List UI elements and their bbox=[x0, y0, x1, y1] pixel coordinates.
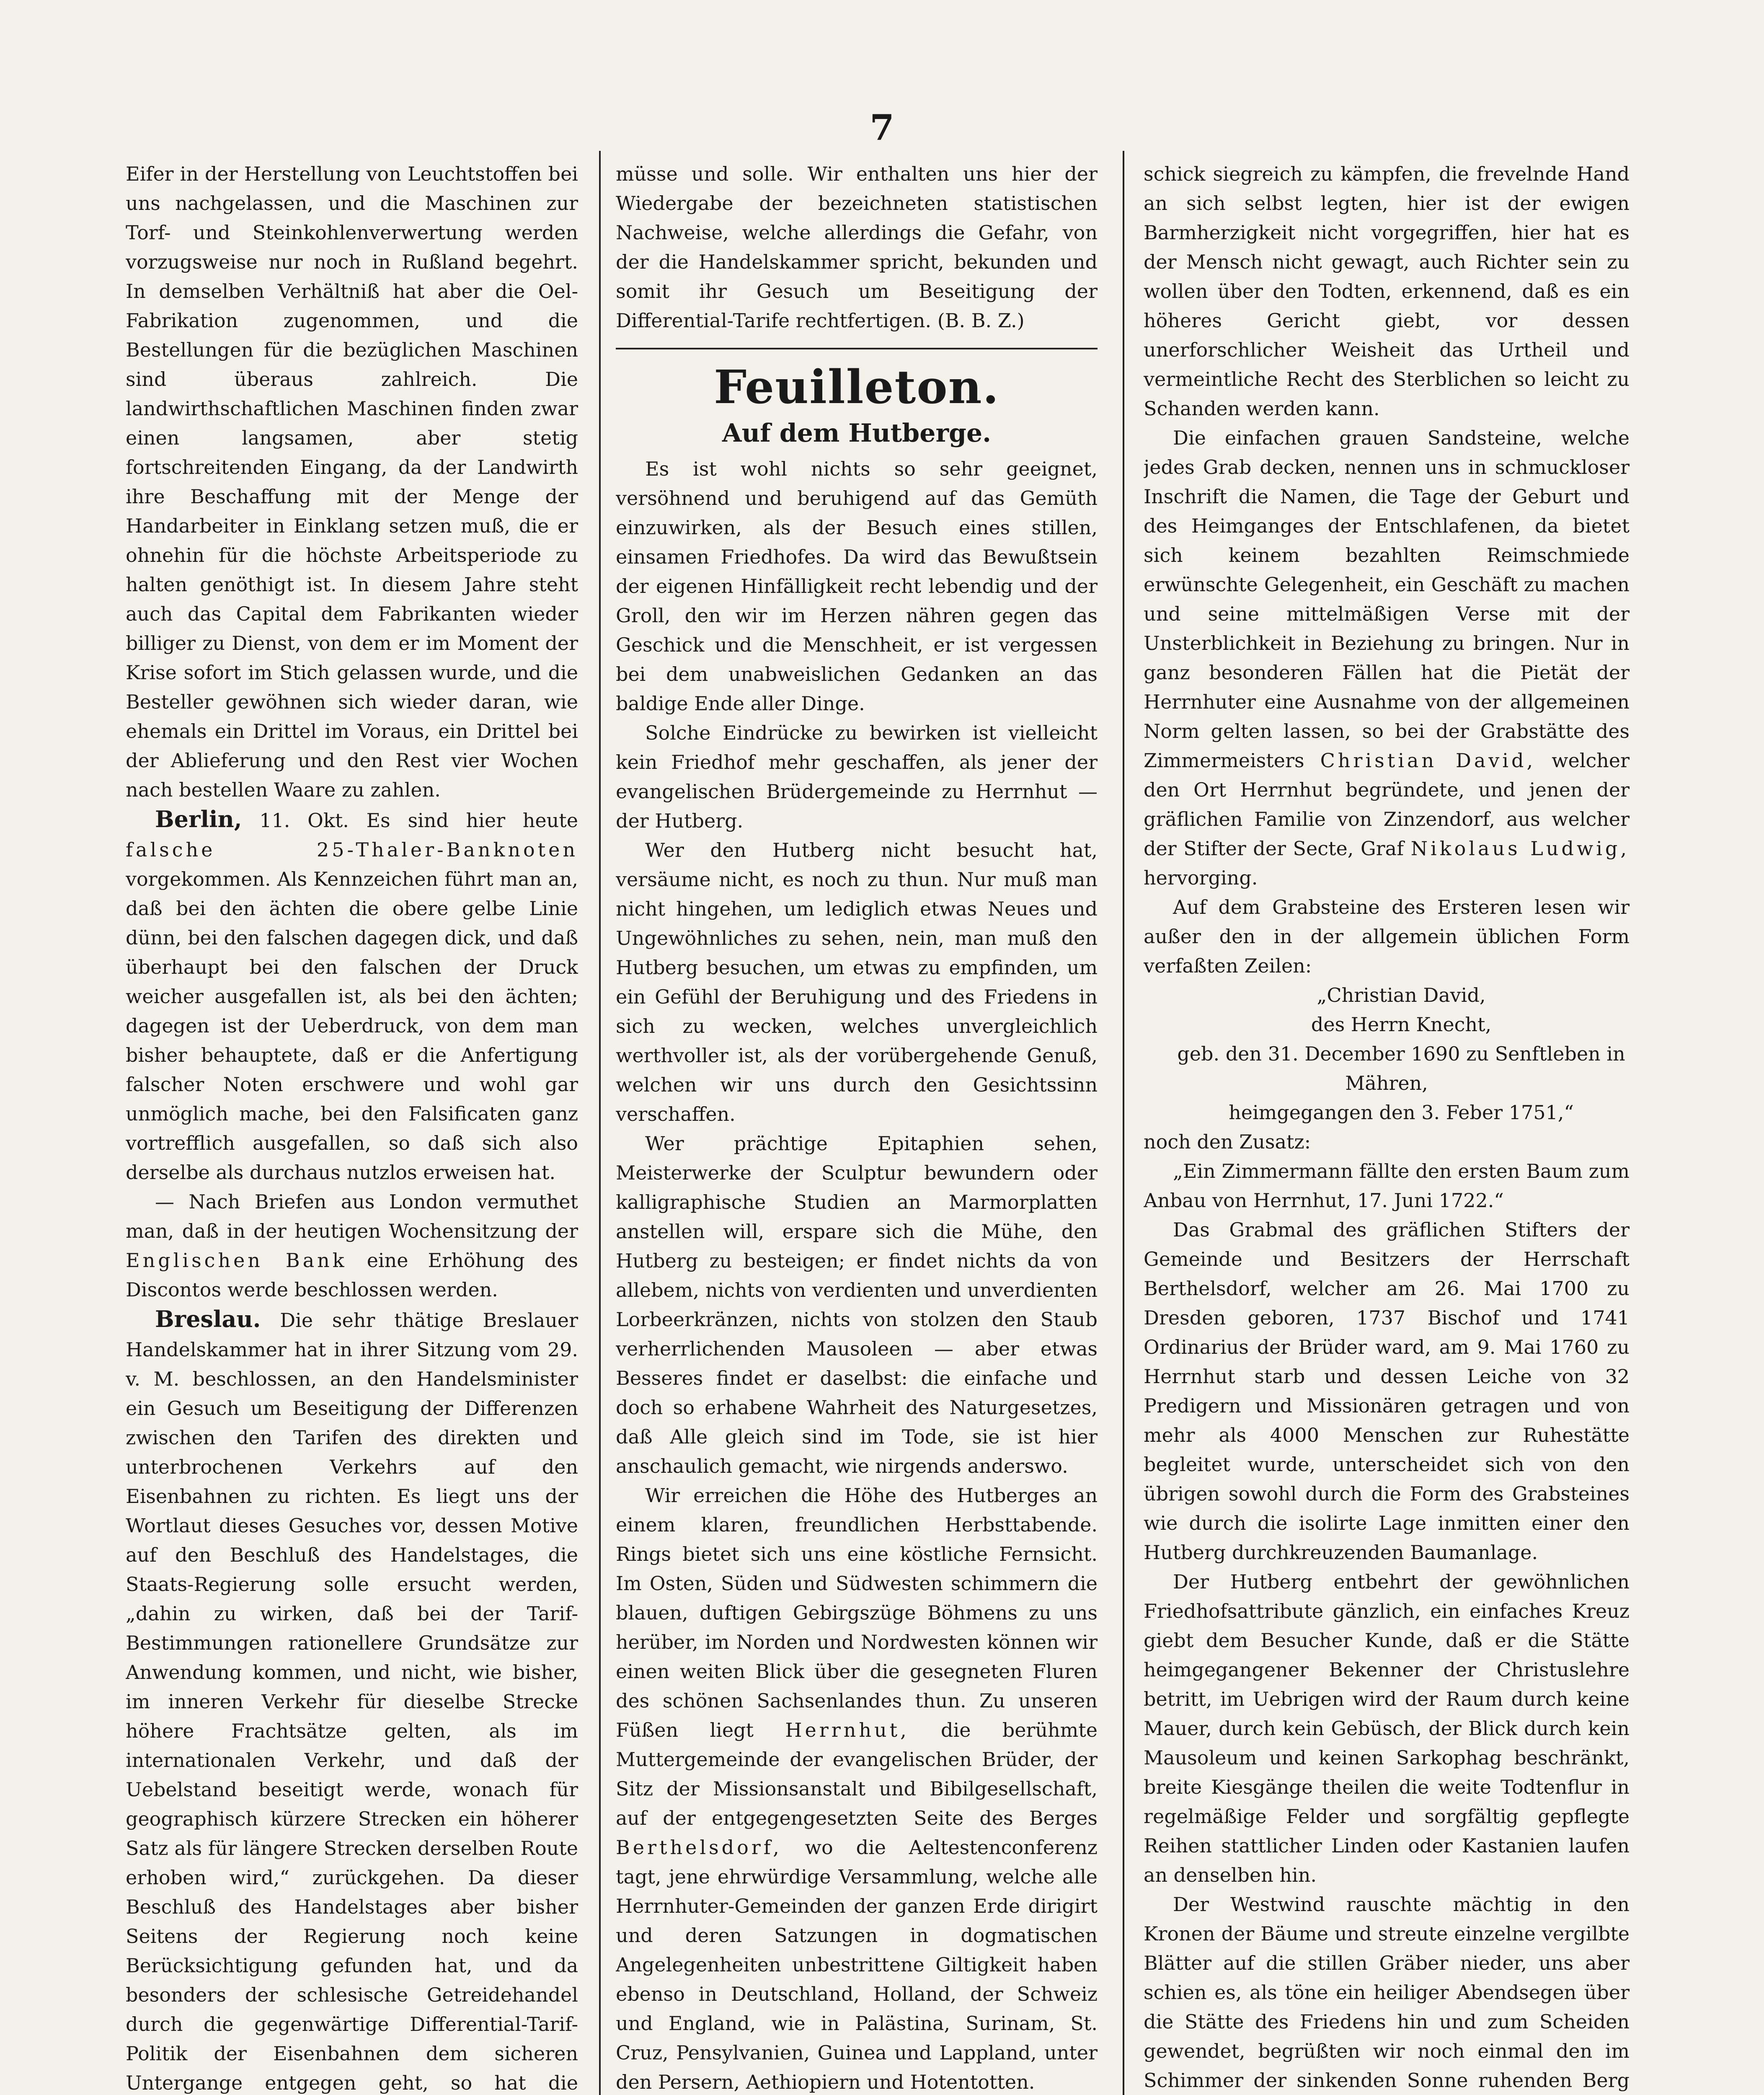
dateline: Berlin, bbox=[155, 806, 242, 833]
text-run: Die einfachen grauen Sandsteine, welche jedes Grab decken, nennen uns in schmuckloser Inschrift die Namen, die Tage der Geburt und des Heimganges der Entschlafenen, da bietet sich keinem bezahlten Reimschmiede erwünschte Gelegenheit, ein Geschäft zu machen und seine mittelmäßigen Verse mit der Unsterblichkeit in Beziehung zu bringen. Nur in ganz besonderen Fällen hat die Pietät der Herrnhuter eine Ausnahme von der allgemeinen Norm gelten lassen, so bei der Grabstätte des Zimmermeisters bbox=[1144, 427, 1630, 772]
paragraph: Es ist wohl nichts so sehr geeignet, versöhnend und beruhigend auf das Gemüth einzuwirken, als der Besuch eines stillen, einsamen Friedhofes. Da wird das Bewußtsein der eigenen Hinfälligkeit recht lebendig und der Groll, den wir im Herzen nähren gegen das Geschick und die Menschheit, er ist vergessen bei dem unabweislichen Gedanken an das baldige Ende aller Dinge. bbox=[616, 458, 1098, 715]
spaced-text: falsche 25-Thaler-Banknoten bbox=[126, 838, 578, 861]
paragraph: schick siegreich zu kämpfen, die frevelnde Hand an sich selbst legten, hier ist der ewigen Barmherzigkeit nicht vorgegriffen, hier hat es der Mensch nicht gewagt, auch Richter sein zu wollen über den Todten, erkennend, daß es ein höheres Gericht giebt, vor dessen unerforschlicher Weisheit das Urtheil und vermeintliche Recht des Sterblichen so leicht zu Schanden werden kann. bbox=[1144, 163, 1630, 420]
text-run: wo die Aeltestenconferenz tagt, jene ehrwürdige Versammlung, welche alle Herrnhuter-Gemeinden der ganzen Erde dirigirt und deren Satzungen in dogmatischen Angelegenheiten unbestrittene Giltigkeit haben ebenso in Deutschland, Holland, der Schweiz und England, wie in Palästina, Surinam, St. Cruz, Pensylvanien, Guinea und Lappland, unter den Persern, Aethiopiern und Hotentotten. bbox=[616, 1836, 1098, 2093]
text-run: Wir erreichen die Höhe des Hutberges an einem klaren, freundlichen Herbsttabende. Rings bietet sich uns eine köstliche Fernsicht. Im Osten, Süden und Südwesten schimmern die blauen, duftigen Gebirgszüge Böhmens zu uns herüber, im Norden und Nordwesten können wir einen weiten Blick über die gesegneten Fluren des schönen Sachsenlandes thun. Zu unseren Füßen liegt bbox=[616, 1484, 1098, 1741]
paragraph: Solche Eindrücke zu bewirken ist vielleicht kein Friedhof mehr geschaffen, als jener der evangelischen Brüdergemeinde zu Herrnhut — der Hutberg. bbox=[616, 722, 1098, 832]
paragraph: Der Hutberg entbehrt der gewöhnlichen Friedhofsattribute gänzlich, ein einfaches Kreuz giebt dem Besucher Kunde, daß er die Stätte heimgegangener Bekenner der Christuslehre betritt, im Uebrigen wird der Raum durch keine Mauer, durch kein Gebüsch, der Blick durch kein Mausoleum und keinen Sarkophag beschränkt, breite Kiesgänge theilen die weite Todtenflur in regelmäßige Felder und sorgfältig gepflegte Reihen stattlicher Linden oder Kastanien laufen an denselben hin. bbox=[1144, 1570, 1630, 1886]
article-title: Auf dem Hutberge. bbox=[722, 419, 992, 448]
text-run: hervorging. bbox=[1144, 866, 1258, 889]
paragraph: „Ein Zimmermann fällte den ersten Baum zum Anbau von Herrnhut, 17. Juni 1722.“ bbox=[1144, 1160, 1630, 1212]
paragraph: Eifer in der Herstellung von Leuchtstoffen bei uns nachgelassen, und die Maschinen zur Torf- und Steinkohlenverwertung werden vorzugsweise nur noch in Rußland begehrt. In demselben Verhältniß hat aber die Oel-Fabrikation zugenommen, und die Bestellungen für die bezüglichen Maschinen sind überaus zahlreich. Die landwirthschaftlichen Maschinen finden zwar einen langsamen, aber stetig fortschreitenden Eingang, da der Landwirth ihre Beschaffung mit der Menge der Handarbeiter in Einklang setzen muß, die er ohnehin für die höchste Arbeitsperiode zu halten genöthigt ist. In diesem Jahre steht auch das Capital dem Fabrikanten wieder billiger zu Dienst, von dem er im Moment der Krise sofort im Stich gelassen wurde, und die Besteller gewöhnen sich wieder daran, wie ehemals ein Drittel im Voraus, ein Drittel bei der Ablieferung und den Rest vier Wochen nach bestellen Waare zu zahlen. bbox=[126, 163, 578, 801]
column-left bbox=[126, 159, 578, 2095]
text-run: Die sehr thätige Breslauer Handelskammer hat in ihrer Sitzung vom 29. v. M. beschlossen, an den Handelsminister ein Gesuch um Beseitigung der Differenzen zwischen den Tarifen des direkten und unterbrochenen Verkehrs auf den Eisenbahnen zu richten. Es liegt uns der Wortlaut dieses Gesuches vor, dessen Motive auf den Beschluß des Handelstages, die Staats-Regierung solle ersucht werden, „dahin zu wirken, daß bei der Tarif-Bestimmungen rationellere Grundsätze zur Anwendung kommen, und nicht, wie bisher, im inneren Verkehr für dieselbe Strecke höhere Frachtsätze gelten, als im internationalen Verkehr, und daß der Uebelstand beseitigt werde, wonach für geographisch kürzere Strecken ein höherer Satz als für längere Strecken derselben Route erhoben wird,“ zurückgehen. Da dieser Beschluß des Handelstages aber bisher Seitens der Regierung noch keine Berücksichtigung gefunden hat, und da besonders der schlesische Getreidehandel durch die gegenwärtige Differential-Tarif-Politik der Eisenbahnen dem sicheren Untergange entgegen geht, so hat die bbox=[126, 1309, 578, 2094]
text-run: vorgekommen. Als Kennzeichen führt man an, daß bei den ächten die obere gelbe Linie dünn, bei den falschen dagegen dick, und daß überhaupt bei den falschen der Druck weicher ausgefallen ist, als bei den ächten; dagegen ist der Ueberdruck, von dem man bisher behauptete, daß er die Anfertigung falscher Noten erschwere und wohl gar unmöglich mache, bei den Falsificaten ganz vortrefflich ausgefallen, so daß sich also derselbe als durchaus nutzlos erweisen hat. bbox=[126, 868, 578, 1184]
paragraph bbox=[1144, 423, 1630, 892]
spaced-text: Berthelsdorf, bbox=[616, 1836, 782, 1859]
text-run: — Nach Briefen aus London vermuthet man, daß in der heutigen Wochensitzung der bbox=[126, 1190, 578, 1242]
source-note: (B. B. Z.) bbox=[937, 309, 1025, 332]
paragraph: Der Westwind rauschte mächtig in den Kronen der Bäume und streute einzelne vergilbte Blätter auf die stillen Gräber nieder, uns aber schien es, als töne ein heiliger Abendsegen über die Stätte des Friedens hin und zum Scheiden gewendet, begrüßten wir noch einmal den im Schimmer der sinkenden Sonne ruhenden Berg bbox=[1144, 1893, 1630, 2092]
text-run: die berühmte Muttergemeinde der evangelischen Brüder, der Sitz der Missionsanstalt und Bibilgesellschaft, auf der entgegengesetzten Seite des Berges bbox=[616, 1719, 1098, 1829]
paragraph: Auf dem Grabsteine des Ersteren lesen wir außer den in der allgemein üblichen Form verfaßten Zeilen: bbox=[1144, 896, 1630, 977]
paragraph: Wer prächtige Epitaphien sehen, Meisterwerke der Sculptur bewundern oder kalligraphische Studien an Marmorplatten anstellen will, erspare sich die Mühe, den Hutberg zu besteigen; er findet nichts da von allebem, nichts von verdienten und unverdienten Lorbeerkränzen, nichts von stolzen den Staub verherrlichenden Mausoleen — aber etwas Besseres findet er daselbst: die einfache und doch so erhabene Wahrheit des Naturgesetzes, daß Alle gleich sind im Tode, sie ist hier anschaulich gemacht, wie nirgends anderswo. bbox=[616, 1132, 1098, 1477]
inscription-line: des Herrn Knecht, bbox=[1311, 1013, 1492, 1036]
spaced-text: Herrnhut, bbox=[785, 1719, 909, 1741]
text-run: eine Erhöhung des Discontos werde beschlossen werden. bbox=[126, 1249, 578, 1301]
news-item-breslau bbox=[126, 1304, 578, 2095]
column-right bbox=[1144, 159, 1630, 2095]
paragraph: Wer den Hutberg nicht besucht hat, versäume nicht, es noch zu thun. Nur muß man nicht hingehen, um lediglich etwas Neues und Ungewöhnliches zu sehen, nein, man muß den Hutberg besuchen, um etwas zu empfinden, um ein Gefühl der Beruhigung und des Friedens in sich zu wecken, welches unvergleichlich werthvoller ist, als der vorübergehende Genuß, welchen wir uns durch den Gesichtssinn verschaffen. bbox=[616, 839, 1098, 1125]
spaced-text: Englischen Bank bbox=[126, 1249, 347, 1272]
divider bbox=[616, 348, 1098, 349]
date: 11. Okt. bbox=[259, 809, 349, 832]
column-middle bbox=[616, 159, 1098, 2095]
spaced-text: Nikolaus Ludwig, bbox=[1410, 837, 1630, 860]
page-number: 7 bbox=[870, 107, 894, 148]
paragraph: noch den Zusatz: bbox=[1144, 1130, 1311, 1153]
inscription-line: geb. den 31. December 1690 zu Senftleben in Mähren, bbox=[1177, 1042, 1625, 1094]
dateline: Breslau. bbox=[155, 1306, 261, 1332]
text-run: müsse und solle. Wir enthalten uns hier der Wiedergabe der bezeichneten statistischen Nachweise, welche allerdings die Gefahr, von der die Handelskammer spricht, bekunden und somit ihr Gesuch um Beseitigung der Differential-Tarife rechtfertigen. bbox=[616, 163, 1098, 332]
column-rule-left bbox=[599, 151, 601, 2095]
text-run: Es sind hier heute bbox=[366, 809, 578, 832]
news-item-london bbox=[126, 1187, 578, 1304]
paragraph bbox=[616, 159, 1098, 335]
inscription-line: heimgegangen den 3. Feber 1751,“ bbox=[1229, 1101, 1574, 1124]
feuilleton-heading bbox=[616, 358, 1098, 416]
inscription-line: „Christian David, bbox=[1317, 984, 1486, 1006]
heading-text: Feuilleton. bbox=[714, 360, 1000, 414]
spaced-text: Christian David, bbox=[1320, 749, 1536, 772]
column-rule-right bbox=[1123, 151, 1124, 2095]
paragraph bbox=[616, 1481, 1098, 2095]
news-item-berlin bbox=[126, 804, 578, 1187]
text-run: welcher den Ort Herrnhut begründete, und jenen der gräflichen Familie von Zinzendorf, aus welcher der Stifter der Secte, Graf bbox=[1144, 749, 1630, 860]
paragraph: Das Grabmal des gräflichen Stifters der Gemeinde und Besitzers der Herrschaft Berthelsdorf, welcher am 26. Mai 1700 zu Dresden geboren, 1737 Bischof und 1741 Ordinarius der Brüder ward, am 9. Mai 1760 zu Herrnhut starb und dessen Leiche von 32 Predigern und Missionären getragen und von mehr als 4000 Menschen zur Ruhestätte begleitet wurde, unterscheidet sich von den übrigen sowohl durch die Form des Grabsteines wie durch die isolirte Lage inmitten einer den Hutberg durchkreuzenden Baumanlage. bbox=[1144, 1218, 1630, 1564]
